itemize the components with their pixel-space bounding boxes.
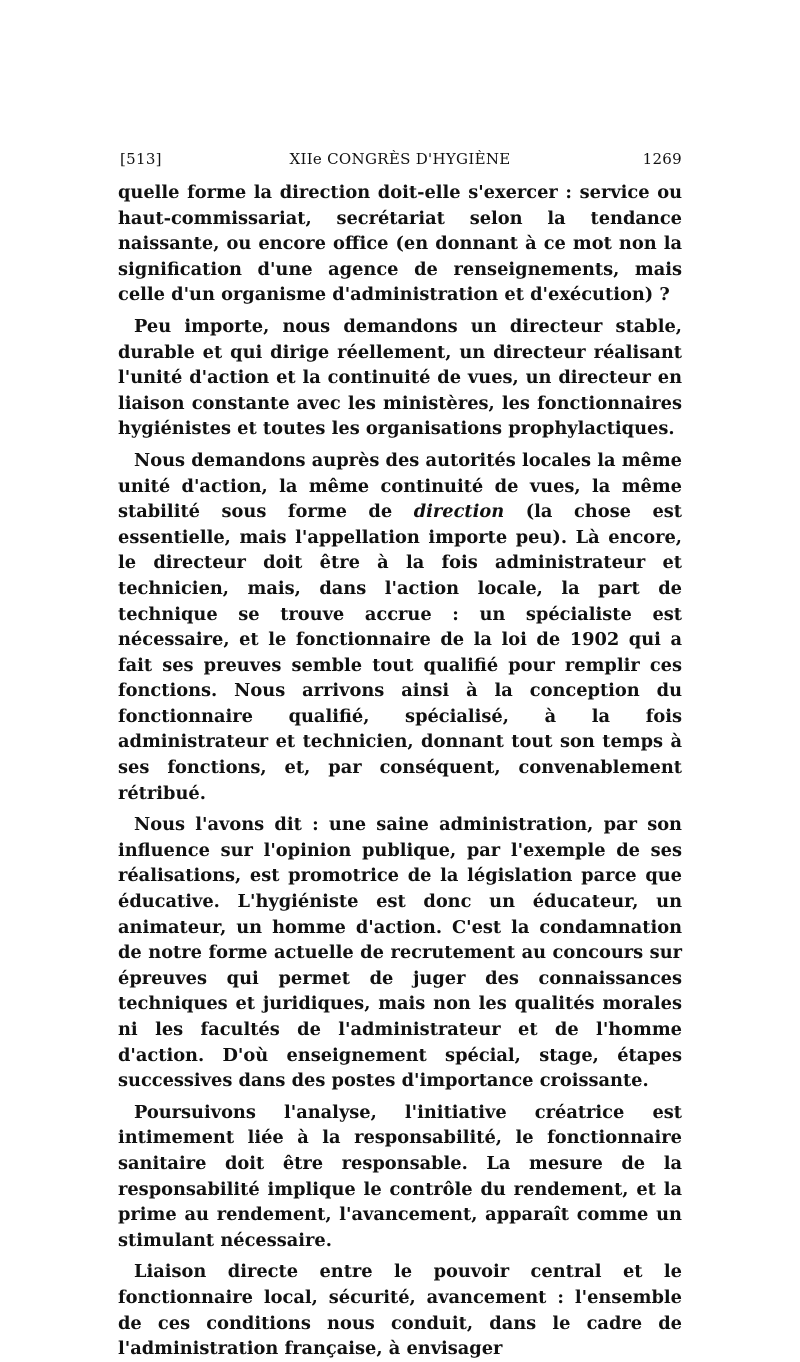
book-page: [118, 150, 682, 1362]
emphasized-word: direction: [413, 501, 505, 523]
running-title: XIIe CONGRÈS D'HYGIÈNE: [289, 150, 511, 168]
page-reference: [513]: [120, 150, 162, 168]
paragraph: Liaison directe entre le pouvoir central et le fonctionnaire local, sécurité, avancement : l'ensemble de ces conditions nous conduit, dans le cadre de l'administration française, à envisager: [118, 1261, 682, 1360]
paragraph: quelle forme la direction doit-elle s'exercer : service ou haut-commissariat, secrétariat selon la tendance naissante, ou encore office (en donnant à ce mot non la signification d'une agence de renseignements, mais celle d'un organisme d'administration et d'exécution) ?: [118, 182, 682, 306]
running-head: [118, 150, 682, 176]
paragraph-text: (la chose est essentielle, mais l'appellation importe peu). Là encore, le directeur doit être à la fois administrateur et technicien, mais, dans l'action locale, la part de technique se trouve accrue : un spécialiste est nécessaire, et le fonctionnaire de la loi de 1902 qui a fait ses preuves semble tout qualifié pour remplir ces fonctions. Nous arrivons ainsi à la conception du fonctionnaire qualifié, spécialisé, à la fois administrateur et technicien, donnant tout son temps à ses fonctions, et, par conséquent, convenablement rétribué.: [118, 501, 682, 804]
paragraph: Nous l'avons dit : une saine administration, par son influence sur l'opinion publique, par l'exemple de ses réalisations, est promotrice de la législation parce que éducative. L'hygiéniste est donc un éducateur, un animateur, un homme d'action. C'est la condamnation de notre forme actuelle de recrutement au concours sur épreuves qui permet de juger des connaissances techniques et juridiques, mais non les qualités morales ni les facultés de l'administrateur et de l'homme d'action. D'où enseignement spécial, stage, étapes successives dans des postes d'importance croissante.: [118, 814, 682, 1092]
paragraph: [118, 448, 682, 806]
paragraph: Poursuivons l'analyse, l'initiative créatrice est intimement liée à la responsabilité, le fonctionnaire sanitaire doit être responsable. La mesure de la responsabilité implique le contrôle du rendement, et la prime au rendement, l'avancement, apparaît comme un stimulant nécessaire.: [118, 1101, 682, 1251]
page-number: 1269: [642, 150, 682, 168]
paragraph-text: Nous demandons auprès des autorités locales la même unité d'action, la même continuité de vues, la même stabilité sous forme de: [118, 449, 682, 523]
body-text: [118, 180, 682, 1362]
paragraph: Peu importe, nous demandons un directeur stable, durable et qui dirige réellement, un directeur réalisant l'unité d'action et la continuité de vues, un directeur en liaison constante avec les ministères, les fonctionnaires hygiénistes et toutes les organisations prophylactiques.: [118, 315, 682, 440]
